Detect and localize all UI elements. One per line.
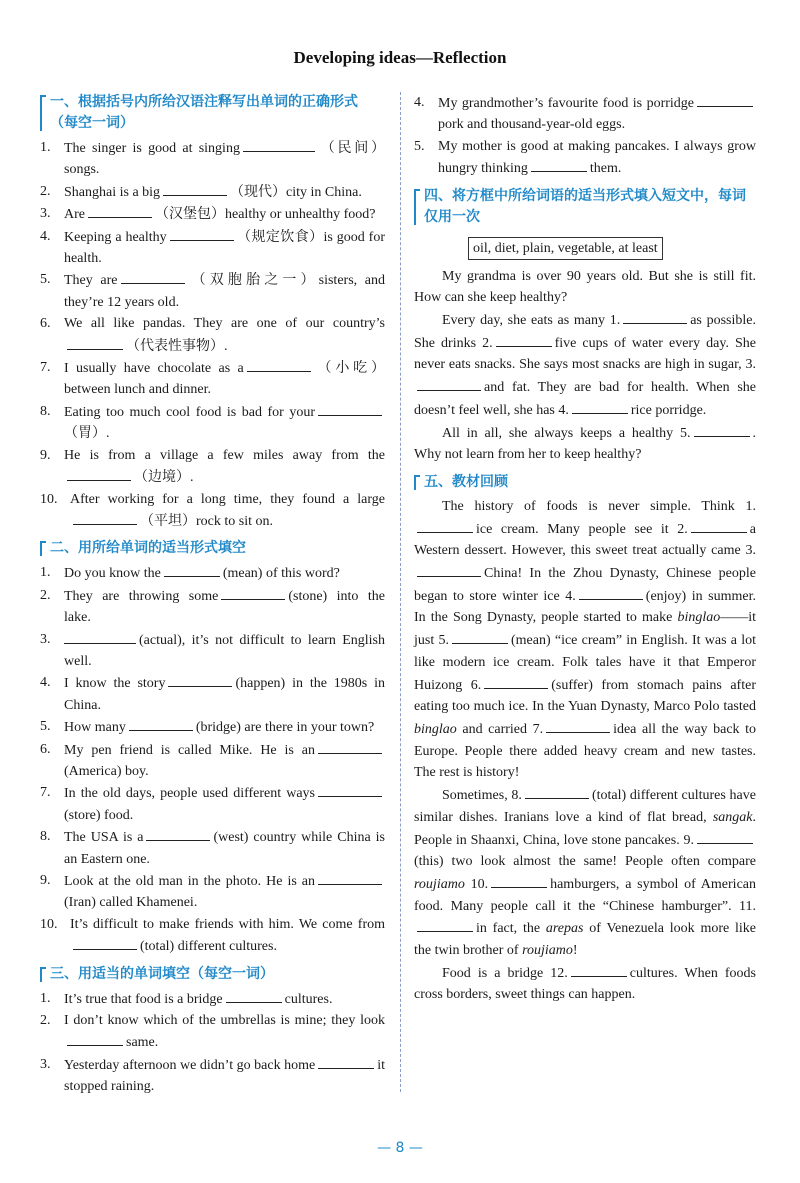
answer-blank[interactable] [146, 826, 210, 841]
item-text: Yesterday afternoon we didn’t go back home [64, 1057, 316, 1073]
passage-text: . Why not learn from her to keep healthy? [414, 425, 756, 463]
item-text: (actual), it’s not difficult to learn English well. [64, 632, 385, 669]
answer-blank[interactable] [417, 376, 481, 391]
page-number: — 8 — [377, 1140, 423, 1156]
answer-blank[interactable] [168, 672, 232, 687]
item-number: 9. [40, 873, 51, 888]
item-text: （现代）city in China. [230, 184, 362, 200]
item-text: My grandmother’s favourite food is porridge [438, 96, 694, 111]
item-text: My mother is good at making pancakes. I always grow hungry thinking [438, 138, 756, 177]
list-item [40, 226, 385, 270]
item-text: (bridge) are there in your town? [195, 720, 375, 736]
item-number: 1. [40, 990, 51, 1006]
list-item [40, 585, 385, 629]
item-text: Look at the old man in the photo. He is an [64, 874, 315, 889]
item-number: 5. [40, 719, 51, 735]
list-item [40, 203, 385, 225]
section-1-list [40, 137, 385, 532]
answer-blank[interactable] [243, 137, 315, 152]
answer-blank[interactable] [572, 399, 628, 414]
section-3-list-right [414, 92, 756, 180]
answer-blank[interactable] [73, 510, 137, 525]
list-item [40, 137, 385, 181]
section-3-list-left [40, 988, 385, 1098]
item-text: After working for a long time, they found a large [70, 491, 385, 507]
item-number: 6. [40, 316, 51, 332]
italic-term: binglao [677, 610, 721, 626]
item-text: (store) food. [64, 807, 134, 823]
passage-paragraph [414, 496, 756, 784]
answer-blank[interactable] [73, 935, 137, 950]
answer-blank[interactable] [571, 962, 627, 977]
answer-blank[interactable] [318, 782, 382, 797]
item-number: 9. [40, 447, 51, 463]
item-text: In the old days, people used different ways [64, 786, 315, 802]
answer-blank[interactable] [170, 226, 234, 241]
passage-text: in fact, the [476, 921, 541, 937]
list-item [40, 672, 385, 716]
answer-blank[interactable] [484, 674, 548, 689]
list-item [40, 988, 385, 1010]
item-number: 2. [40, 587, 51, 603]
item-number: 4. [40, 675, 51, 691]
item-text: We all like pandas. They are one of our country’s [64, 316, 385, 332]
answer-blank[interactable] [491, 873, 547, 888]
list-item [40, 1054, 385, 1098]
item-text: The USA is a [64, 830, 144, 846]
section-2-heading: 二、用所给单词的适当形式填空 [40, 538, 385, 559]
section-3-heading: 三、用适当的单词填空（每空一词） [40, 964, 385, 985]
item-text: same. [126, 1035, 159, 1051]
item-text: I usually have chocolate as a [64, 361, 244, 377]
answer-blank[interactable] [247, 357, 311, 372]
item-text: I know the story [64, 676, 166, 692]
list-item [40, 914, 385, 958]
answer-blank[interactable] [67, 466, 131, 481]
passage-paragraph [414, 422, 756, 466]
item-text: (happen) in the 1980s in China. [64, 676, 385, 713]
passage-text: ice cream. Many people see it 2. [476, 521, 688, 537]
passage-text: (this) two look almost the same! People often compare [414, 854, 756, 870]
answer-blank[interactable] [318, 739, 382, 754]
item-number: 10. [40, 916, 58, 932]
item-number: 7. [40, 785, 51, 801]
list-item [40, 269, 385, 313]
passage-text: rice porridge. [630, 402, 707, 418]
answer-blank[interactable] [697, 92, 753, 107]
list-item [40, 489, 385, 533]
list-item [40, 562, 385, 584]
italic-term: roujiamo [522, 943, 573, 959]
passage-text: of Venezuela look more like the twin brother of [414, 921, 756, 959]
answer-blank[interactable] [221, 585, 285, 600]
word-bank-box: oil, diet, plain, vegetable, at least [468, 237, 663, 260]
item-text: pork and thousand-year-old eggs. [438, 117, 626, 133]
answer-blank[interactable] [67, 335, 123, 350]
answer-blank[interactable] [417, 562, 481, 577]
item-number: 3. [40, 1056, 51, 1072]
italic-term: sangak [712, 809, 753, 825]
item-text: It’s true that food is a bridge [64, 991, 223, 1007]
list-item [40, 826, 385, 870]
item-text: （边境）. [134, 470, 194, 486]
answer-blank[interactable] [623, 309, 687, 324]
item-text: The singer is good at singing [64, 141, 240, 156]
item-text: My pen friend is called Mike. He is an [64, 742, 315, 758]
item-number: 3. [40, 206, 51, 222]
item-text: (Iran) called Khamenei. [64, 895, 198, 911]
passage-text: (enjoy) in summer. In the Song Dynasty, people started to make [414, 588, 756, 626]
item-number: 7. [40, 360, 51, 376]
section-4-heading: 四、将方框中所给词语的适当形式填入短文中，每词仅用一次 [414, 186, 756, 228]
item-text: They are throwing some [64, 588, 219, 604]
item-number: 1. [40, 565, 51, 581]
answer-blank[interactable] [164, 562, 220, 577]
answer-blank[interactable] [525, 784, 589, 799]
list-item [40, 1010, 385, 1054]
passage-text: Every day, she eats as many 1. [442, 313, 621, 329]
list-item [40, 313, 385, 357]
answer-blank[interactable] [452, 629, 508, 644]
item-text: （民间）songs. [64, 141, 385, 178]
item-text: (total) different cultures. [140, 939, 277, 955]
answer-blank[interactable] [694, 422, 750, 437]
page-title: Developing ideas—Reflection [293, 48, 507, 67]
passage-text: (total) different cultures have similar dishes. Iranians love a kind of flat bread, [414, 788, 756, 825]
passage-text: as possible. She drinks 2. [414, 313, 756, 351]
item-text: (America) boy. [64, 763, 149, 779]
list-item [40, 739, 385, 783]
item-text: (mean) of this word? [222, 566, 340, 582]
item-text: Keeping a healthy [64, 229, 167, 245]
item-text: Do you know the [64, 566, 161, 582]
answer-blank[interactable] [697, 829, 753, 844]
passage-text: . People in Shaanxi, China, love stone pancakes. 9. [414, 809, 756, 848]
passage-text: China! In the Zhou Dynasty, Chinese people began to store winter ice 4. [414, 566, 756, 604]
answer-blank[interactable] [163, 181, 227, 196]
item-text: I don’t know which of the umbrellas is mine; they look [64, 1013, 385, 1029]
item-text: How many [64, 720, 126, 736]
list-item [414, 92, 756, 136]
passage-paragraph [414, 784, 756, 962]
item-number: 5. [414, 138, 425, 154]
passage-text: Food is a bridge 12. [442, 965, 568, 981]
answer-blank[interactable] [64, 629, 136, 644]
item-text: (west) country while China is an Eastern one. [64, 830, 385, 867]
item-text: It’s difficult to make friends with him. We come from [70, 916, 385, 932]
item-number: 5. [40, 272, 51, 288]
item-text: Shanghai is a big [64, 184, 161, 200]
passage-text: (suffer) from stomach pains after eating too much ice. In the Yuan Dynasty, Marco Polo tasted [414, 677, 756, 715]
item-text: （小吃）between lunch and dinner. [64, 361, 385, 398]
right-column [414, 92, 756, 1006]
passage-text: idea all the way back to Europe. People there added heavy cream and new tastes. The rest is history! [414, 721, 756, 781]
answer-blank[interactable] [496, 332, 552, 347]
answer-blank[interactable] [531, 157, 587, 172]
item-text: （双胞胎之一）sisters, and they’re 12 years old. [64, 273, 385, 310]
item-text: （规定饮食）is good for health. [64, 229, 385, 267]
passage-text: hamburgers, a symbol of American food. Many people call it the “Chinese hamburger”. 11. [414, 876, 756, 914]
item-text: （汉堡包）healthy or unhealthy food? [155, 207, 376, 223]
list-item [40, 629, 385, 673]
list-item [40, 716, 385, 738]
section-1-heading: 一、根据括号内所给汉语注释写出单词的正确形式（每空一词） [40, 92, 385, 134]
answer-blank[interactable] [318, 870, 382, 885]
item-text: （胃）. [64, 426, 110, 442]
passage-text: 10. [470, 876, 489, 892]
item-text: (stone) into the lake. [64, 588, 385, 626]
passage-text: a Western dessert. However, this sweet treat actually came 3. [414, 521, 756, 559]
item-text: （平坦）rock to sit on. [140, 513, 273, 529]
item-text: Eating too much cool food is bad for your [64, 404, 315, 420]
passage-text: and carried 7. [462, 721, 544, 737]
section-5-heading: 五、教材回顾 [414, 472, 756, 493]
passage-text: ! [572, 943, 578, 959]
passage-text: (mean) “ice cream” in English. It was a lot like modern ice cream. Folk tales have it that Emperor Huizong 6. [414, 633, 756, 693]
item-text: cultures. [284, 991, 333, 1007]
item-text: They are [64, 273, 118, 289]
passage-paragraph [414, 962, 756, 1006]
passage-paragraph [414, 309, 756, 422]
italic-term: roujiamo [414, 876, 465, 892]
list-item [40, 401, 385, 445]
list-item [40, 870, 385, 914]
item-text: it stopped raining. [64, 1057, 385, 1095]
italic-term: binglao [414, 721, 457, 737]
item-number: 2. [40, 1013, 51, 1029]
answer-blank[interactable] [417, 917, 473, 932]
section-2-list [40, 562, 385, 957]
passage-text: Sometimes, 8. [442, 788, 522, 804]
italic-term: arepas [545, 921, 584, 937]
answer-blank[interactable] [129, 716, 193, 731]
answer-blank[interactable] [226, 988, 282, 1003]
answer-blank[interactable] [121, 269, 185, 284]
list-item [414, 136, 756, 180]
answer-blank[interactable] [417, 518, 473, 533]
item-number: 3. [40, 631, 51, 647]
item-text: Are [64, 207, 85, 223]
item-text: He is from a village a few miles away from the [64, 447, 385, 463]
answer-blank[interactable] [88, 203, 152, 218]
list-item [40, 181, 385, 203]
item-number: 8. [40, 403, 51, 419]
answer-blank[interactable] [67, 1031, 123, 1046]
passage-text: The history of foods is never simple. Think 1. [442, 498, 756, 514]
answer-blank[interactable] [691, 518, 747, 533]
passage-text: five cups of water every day. She never eats snacks. She says most snacks are high in sugar, 3. [414, 335, 756, 373]
list-item [40, 782, 385, 826]
item-number: 2. [40, 183, 51, 199]
passage-text: ——it just 5. [414, 610, 757, 649]
passage-paragraph: My grandma is over 90 years old. But she is still fit. How can she keep healthy? [414, 268, 756, 306]
item-number: 4. [414, 95, 425, 110]
item-number: 4. [40, 228, 51, 244]
item-number: 8. [40, 829, 51, 845]
column-divider [400, 92, 401, 1092]
item-number: 6. [40, 741, 51, 757]
list-item [40, 445, 385, 489]
answer-blank[interactable] [318, 401, 382, 416]
item-text: （代表性事物）. [126, 338, 228, 354]
item-number: 10. [40, 491, 58, 507]
answer-blank[interactable] [579, 585, 643, 600]
answer-blank[interactable] [318, 1054, 374, 1069]
item-text: them. [589, 161, 622, 177]
list-item [40, 357, 385, 401]
item-number: 1. [40, 140, 51, 155]
left-column [40, 92, 385, 1104]
passage-text: cultures. When foods cross borders, sweet things can happen. [414, 965, 756, 1003]
passage-text: All in all, she always keeps a healthy 5. [442, 425, 691, 441]
answer-blank[interactable] [546, 718, 610, 733]
passage-text: and fat. They are bad for health. When she doesn’t feel well, she has 4. [414, 380, 756, 418]
